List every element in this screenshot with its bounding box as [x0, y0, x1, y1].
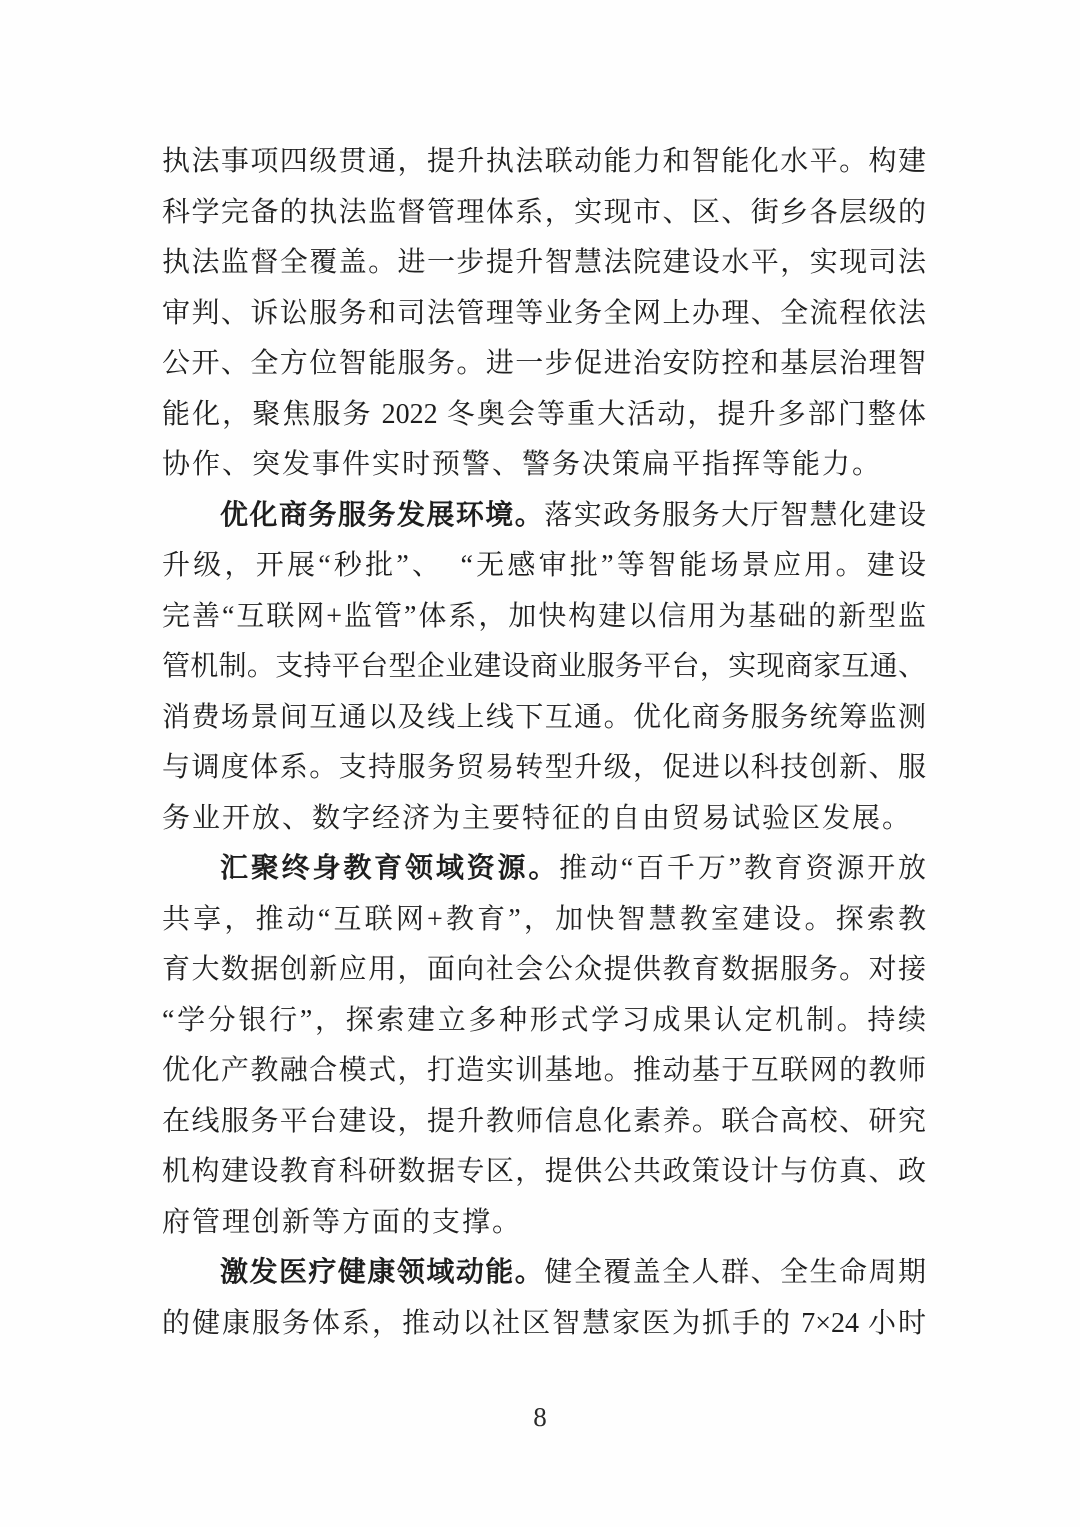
text-line: “学分银行”，探索建立多种形式学习成果认定机制。持续 — [162, 1004, 926, 1036]
page-footer — [0, 1402, 1080, 1433]
paragraph — [162, 844, 926, 1248]
paragraph-lead-line — [162, 844, 926, 895]
paragraph-lead-line — [162, 1248, 926, 1299]
paragraph-lead: 优化商务服务发展环境。 — [220, 499, 545, 531]
text-line: 育大数据创新应用，面向社会公众提供教育数据服务。对接 — [162, 954, 926, 985]
text-line: 消费场景间互通以及线上线下互通。优化商务服务统筹监测 — [162, 701, 926, 733]
text-line: 完善“互联网+监管”体系，加快构建以信用为基础的新型监 — [162, 600, 926, 632]
text-line: 审判、诉讼服务和司法管理等业务全网上办理、全流程依法 — [162, 297, 926, 329]
text-line: 的健康服务体系，推动以社区智慧家医为抓手的 7×24 小时 — [162, 1307, 926, 1339]
text-line: 升级，开展“秒批”、 “无感审批”等智能场景应用。建设 — [162, 550, 926, 581]
text-line: 与调度体系。支持服务贸易转型升级，促进以科技创新、服 — [162, 752, 926, 783]
text-line: 机构建设教育科研数据专区，提供公共政策设计与仿真、政 — [162, 1156, 926, 1187]
text-line: 执法监督全覆盖。进一步提升智慧法院建设水平，实现司法 — [162, 247, 926, 278]
body-text — [162, 137, 926, 1349]
text-line: 科学完备的执法监督管理体系，实现市、区、街乡各层级的 — [162, 196, 926, 228]
paragraph — [162, 137, 926, 491]
text-line: 协作、突发事件实时预警、警务决策扁平指挥等能力。 — [162, 449, 883, 480]
text-line: 能化，聚焦服务 2022 冬奥会等重大活动，提升多部门整体 — [162, 398, 926, 430]
page-number: 8 — [533, 1402, 547, 1432]
text-line: 执法事项四级贯通，提升执法联动能力和智能化水平。构建 — [162, 146, 926, 177]
paragraph-lead: 汇聚终身教育领域资源。 — [220, 853, 560, 884]
paragraph-lead: 激发医疗健康领域动能。 — [220, 1257, 545, 1288]
text-line: 共享，推动“互联网+教育”，加快智慧教室建设。探索教 — [162, 903, 926, 935]
paragraph — [162, 491, 926, 845]
text-line: 优化产教融合模式，打造实训基地。推动基于互联网的教师 — [162, 1055, 926, 1086]
lead-line-rest: 健全覆盖全人群、全生命周期 — [544, 1257, 926, 1288]
text-line: 务业开放、数字经济为主要特征的自由贸易试验区发展。 — [162, 802, 913, 834]
text-line: 在线服务平台建设，提升教师信息化素养。联合高校、研究 — [162, 1105, 926, 1137]
paragraph — [162, 1248, 926, 1349]
lead-line-rest: 推动“百千万”教育资源开放 — [559, 853, 926, 884]
text-line: 府管理创新等方面的支撑。 — [162, 1206, 523, 1238]
text-line: 管机制。支持平台型企业建设商业服务平台，实现商家互通、 — [162, 651, 926, 682]
text-line: 公开、全方位智能服务。进一步促进治安防控和基层治理智 — [162, 348, 926, 379]
lead-line-rest: 落实政务服务大厅智慧化建设 — [544, 499, 926, 531]
paragraph-lead-line — [162, 491, 926, 542]
